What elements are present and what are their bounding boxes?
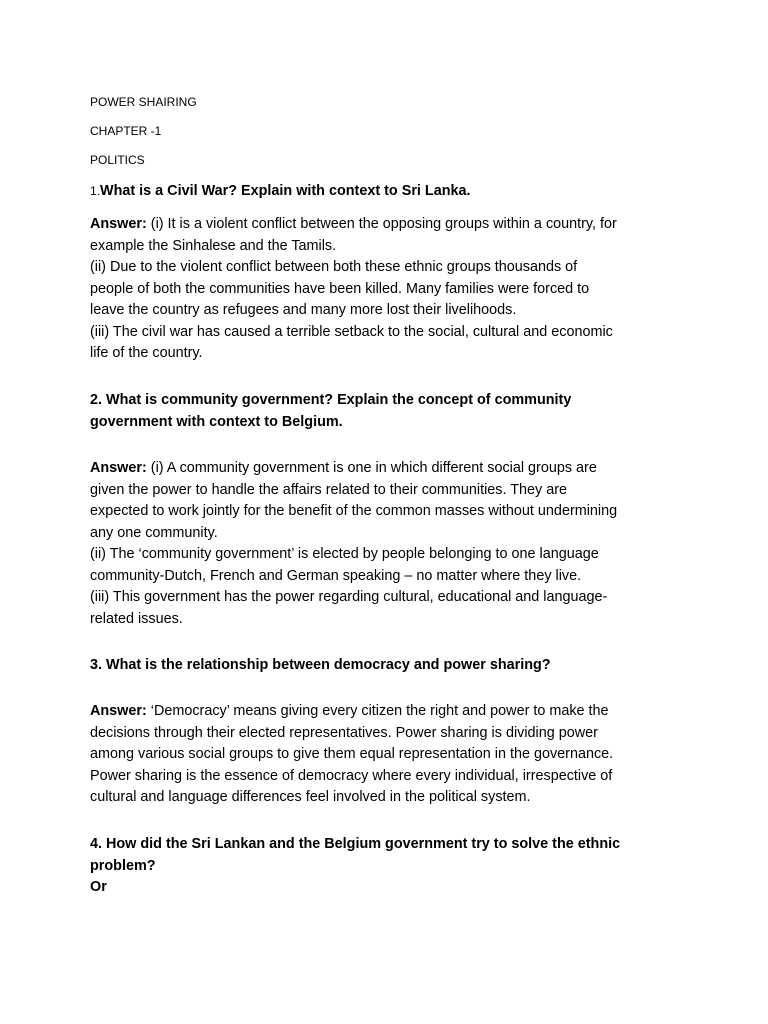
answer-3-line: among various social groups to give them equal representation in the governance. <box>90 746 614 762</box>
answer-2-line: any one community. <box>90 524 218 541</box>
answer-2-line: (iii) This government has the power regarding cultural, educational and language- <box>90 589 608 605</box>
document-title: POWER SHAIRING <box>90 95 197 109</box>
answer-1-line: example the Sinhalese and the Tamils. <box>90 237 337 254</box>
answer-label: Answer: <box>90 703 147 719</box>
answer-label: Answer: <box>90 460 147 476</box>
answer-1-line: (ii) Due to the violent conflict between both these ethnic groups thousands of <box>90 259 578 275</box>
question-2-line: government with context to Belgium. <box>90 413 343 430</box>
answer-3-line: cultural and language differences feel involved in the political system. <box>90 789 531 805</box>
question-4-line: problem? <box>90 857 156 874</box>
answer-1-line: (iii) The civil war has caused a terrible setback to the social, cultural and economic <box>90 323 613 340</box>
answer-2-line: related issues. <box>90 610 183 627</box>
answer-1 <box>90 214 690 365</box>
answer-1-line: life of the country. <box>90 345 203 361</box>
answer-3-line: Power sharing is the essence of democracy where every individual, irrespective of <box>90 767 613 784</box>
answer-2-line: Answer: (i) A community government is one in which different social groups are <box>90 460 597 476</box>
question-4-line: 4. How did the Sri Lankan and the Belgium government try to solve the ethnic <box>90 836 621 852</box>
answer-2-line: community-Dutch, French and German speaking – no matter where they live. <box>90 567 582 584</box>
answer-2-line: given the power to handle the affairs related to their communities. They are <box>90 481 568 498</box>
answer-3-line: Answer: ‘Democracy’ means giving every citizen the right and power to make the <box>90 703 609 719</box>
answer-2-line: expected to work jointly for the benefit of the common masses without undermining <box>90 503 618 519</box>
answer-1-line: Answer: (i) It is a violent conflict between the opposing groups within a country, for <box>90 216 617 232</box>
answer-label: Answer: <box>90 216 147 232</box>
answer-3-line: decisions through their elected representatives. Power sharing is dividing power <box>90 724 598 741</box>
question-4-line: Or <box>90 879 107 895</box>
answer-1-line: people of both the communities have been killed. Many families were forced to <box>90 280 590 297</box>
question-2 <box>90 390 690 433</box>
answer-3 <box>90 701 690 809</box>
question-4 <box>90 834 690 899</box>
question-1 <box>90 181 690 203</box>
answer-2-line: (ii) The ‘community government’ is elected by people belonging to one language <box>90 546 599 562</box>
chapter-label: CHAPTER -1 <box>90 124 162 138</box>
answer-2 <box>90 458 690 630</box>
question-2-line: 2. What is community government? Explain the concept of community <box>90 392 572 408</box>
question-3: 3. What is the relationship between democracy and power sharing? <box>90 657 551 673</box>
question-1-text: What is a Civil War? Explain with context to Sri Lanka. <box>100 183 471 199</box>
answer-1-line: leave the country as refugees and many more lost their livelihoods. <box>90 302 517 318</box>
subject-label: POLITICS <box>90 153 145 167</box>
question-1-number: 1. <box>90 184 101 198</box>
